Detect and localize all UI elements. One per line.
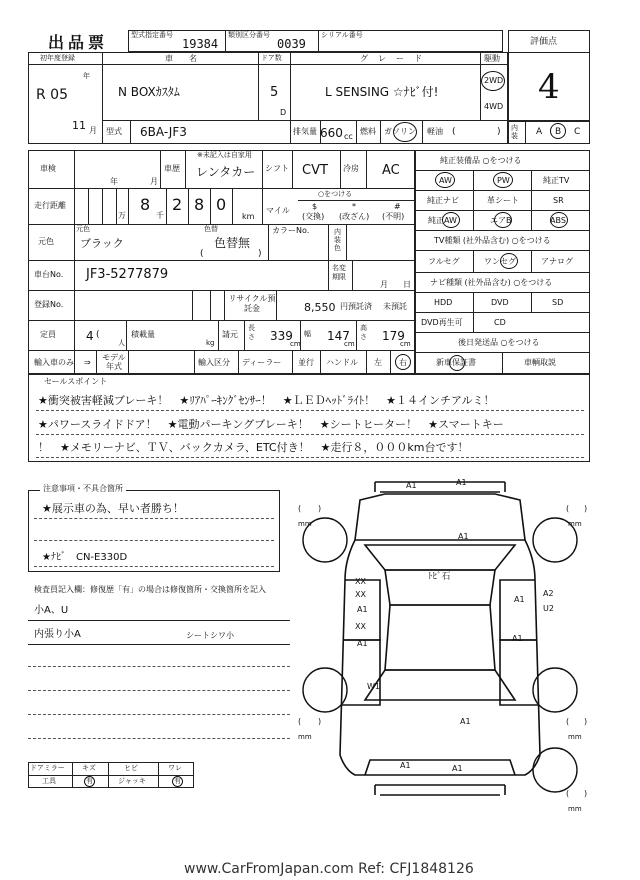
fuel-label: 燃料 — [360, 127, 376, 136]
shift-label: シフト — [265, 164, 289, 173]
name-change-month: 月 — [380, 280, 388, 289]
shift-value: CVT — [302, 163, 328, 178]
tread-fl-mm: mm — [298, 520, 312, 528]
first-reg-label: 初年度登録 — [40, 54, 75, 62]
mileage-man: 万 — [118, 211, 126, 220]
dmg-xx-2: XX — [355, 590, 366, 599]
navi-dvd: DVD — [491, 298, 509, 307]
orig-color-label: 元色 — [76, 225, 90, 233]
equip-sr: SR — [553, 196, 564, 205]
dmg-a2: A2 — [543, 589, 554, 598]
tread-sp-open: ( — [566, 789, 570, 798]
hood — [355, 494, 525, 540]
model-value: 6BA-JF3 — [140, 125, 187, 139]
sales-line-2: ★パワースライドドア！ ★電動パーキングブレーキ！ ★シートヒーター！ ★スマートキー — [38, 418, 504, 431]
fuel-gas-circle — [393, 122, 417, 142]
dmg-a1-rear-bumper-l: A1 — [400, 761, 411, 770]
hgt-label: 高さ — [360, 324, 367, 341]
equip-navi: 純正ナビ — [427, 196, 459, 205]
color-change-value: 色替無 — [214, 236, 251, 250]
model-no: 19384 — [182, 37, 219, 51]
car-name-label: 車名 — [165, 54, 213, 63]
recycle-none: 未預託 — [383, 302, 407, 311]
notes-label: 注意事項・不具合箇所 — [40, 485, 126, 493]
dmg-xx-1: XX — [355, 577, 366, 586]
equip-tv: 純正TV — [543, 176, 570, 185]
ac-value: AC — [382, 163, 400, 178]
dmg-a1-rear-gate: A1 — [460, 717, 471, 726]
wheel-spare — [533, 748, 577, 792]
mark-alter-b: (改ざん) — [339, 212, 370, 221]
tv-oneseg: ワンセグ — [484, 257, 516, 266]
dmg-a1-left-door: A1 — [357, 605, 368, 614]
hgt-value: 179 — [382, 329, 405, 343]
import-label: 輸入車のみ — [34, 358, 74, 367]
handle-label: ハンドル — [326, 358, 358, 367]
tread-sp-close: ) — [584, 789, 588, 798]
navi-sd: SD — [552, 298, 564, 307]
tread-fl-open: ( — [298, 504, 302, 513]
doors-value: 5 — [270, 85, 279, 100]
dmg-u2: U2 — [543, 604, 554, 613]
capacity-paren: ( — [96, 330, 100, 340]
dmg-roof-chip: ﾄﾋﾞ石 — [428, 572, 451, 582]
car-damage-diagram — [285, 470, 595, 815]
interior-c: C — [574, 127, 581, 137]
fuel-gas: ガソリン — [384, 127, 416, 136]
year-unit: 年 — [83, 72, 90, 80]
inspect-year: 年 — [110, 177, 118, 186]
class-no: 0039 — [277, 37, 306, 51]
inspector-line-2: 内張り小A — [34, 629, 81, 640]
class-no-label: 類別区分番号 — [228, 31, 270, 39]
dmg-w1: W1 — [367, 682, 380, 691]
mark-exchange-b: (交換) — [302, 212, 325, 221]
navi-cd: CD — [494, 318, 506, 327]
roof-rear — [385, 605, 495, 670]
dmg-a1-right-door: A1 — [514, 595, 525, 604]
disp-label: 排気量 — [293, 127, 317, 136]
navi-header: ナビ種類 (社外品含む) ○をつける — [430, 278, 553, 287]
legend-tools-circle — [84, 776, 95, 787]
grade-value: L SENSING ☆ﾅﾋﾞ付! — [325, 85, 439, 99]
capacity-label: 定員 — [40, 330, 56, 339]
tread-fr-mm: mm — [568, 520, 582, 528]
dmg-xx-3: XX — [355, 622, 366, 631]
recycle-value: 8,550 — [304, 301, 336, 314]
dmg-a1-front-bumper-r: A1 — [456, 478, 467, 487]
inspect-label: 車検 — [40, 164, 56, 173]
mark-alter-a: * — [352, 202, 356, 211]
equip-aw: AW — [439, 176, 452, 185]
first-reg-month: 11 — [72, 119, 86, 132]
right-front-door — [500, 580, 537, 640]
capacity-unit: 人 — [118, 339, 125, 347]
color-change-label: 色替 — [204, 225, 218, 233]
dmg-a1-front-bumper-l: A1 — [406, 481, 417, 490]
tread-fr-open: ( — [566, 504, 570, 513]
later-header: 後日発送品 ○をつける — [458, 338, 540, 347]
sales-line-3: ！ ★メモリーナビ、ＴＶ、バックカメラ、ETC付き！ ★走行８，０００km台です！ — [38, 441, 469, 454]
month-unit: 月 — [89, 126, 97, 135]
equip-abs-circle — [550, 212, 568, 228]
footer-watermark: www.CarFromJapan.com Ref: CFJ1848126 — [184, 861, 474, 877]
inspector-line-3: シートシワ小 — [186, 631, 234, 640]
windshield — [365, 545, 515, 570]
later-warranty: 新車保証書 — [436, 358, 476, 367]
fuel-paren-open: ( — [452, 127, 456, 137]
mileage-label: 走行距離 — [34, 201, 66, 210]
wheel-rear-left — [303, 668, 347, 712]
dmg-a1-left-rear: A1 — [357, 639, 368, 648]
mileage-d2: 2 — [172, 195, 183, 214]
dmg-a1-hood: A1 — [458, 532, 469, 541]
tread-fl-close: ) — [318, 504, 322, 513]
tv-analog: アナログ — [541, 257, 573, 266]
tread-sp-mm: mm — [568, 805, 582, 813]
capacity-value: 4 — [86, 329, 94, 343]
hgt-unit: cm — [400, 340, 411, 348]
dmg-a1-right-rear: A1 — [512, 634, 523, 643]
equip-abs: ABS — [550, 216, 566, 225]
color-code-label: カラーNo. — [272, 226, 310, 235]
legend-break: ワレ — [168, 764, 182, 772]
tread-rr-open: ( — [566, 717, 570, 726]
later-warranty-circle — [449, 355, 465, 371]
len-unit: cm — [290, 340, 301, 348]
drive-4wd: 4WD — [484, 102, 504, 111]
model-no-label: 型式指定番号 — [131, 31, 173, 39]
tv-header: TV種類 (社外品含む) ○をつける — [434, 236, 551, 245]
tread-fr-close: ) — [584, 504, 588, 513]
later-manual: 車輌取説 — [524, 358, 556, 367]
inspector-label: 検査員記入欄：修復歴「有」の場合は修復箇所・交換箇所を記入 — [34, 585, 266, 594]
equip-airbag: エアB — [490, 216, 512, 225]
inspect-month: 月 — [150, 177, 158, 186]
parallel: 並行 — [298, 358, 314, 367]
equip-pw-circle — [493, 172, 513, 188]
disp-value: 660 — [320, 126, 343, 140]
rear-window — [365, 670, 515, 700]
car-name: N BOXｶｽﾀﾑ — [118, 85, 180, 99]
handle-left: 左 — [374, 358, 382, 367]
tv-oneseg-circle — [500, 253, 518, 269]
legend-crack: ヒビ — [124, 764, 138, 772]
history-note: ※未記入は自家用 — [197, 151, 252, 159]
wid-value: 147 — [327, 329, 350, 343]
mileage-sen: 千 — [156, 211, 164, 220]
color-paren-close: ) — [258, 249, 262, 259]
color-paren-open: ( — [200, 249, 204, 259]
rear-bumper — [375, 785, 505, 795]
score-value: 4 — [538, 67, 560, 107]
disp-unit: cc — [344, 132, 353, 141]
equip-leather: 革シート — [487, 196, 519, 205]
interior-a: A — [536, 127, 543, 137]
legend-scratch: キズ — [82, 764, 96, 772]
doors-sub: D — [280, 108, 287, 117]
legend-tools: 工具 — [42, 777, 56, 785]
mark-note: ○をつける — [318, 190, 353, 198]
interior-b: B — [555, 127, 562, 137]
recycle-label: リサイクル預託金 — [228, 294, 276, 313]
mileage-km: km — [242, 212, 255, 221]
legend-jack-yes: 有 — [174, 777, 181, 785]
history-value: レンタカー — [196, 165, 256, 179]
history-label: 車歴 — [164, 164, 180, 173]
chassis-label: 車台No. — [34, 270, 64, 279]
navi-dvd-play: DVD再生可 — [421, 318, 463, 327]
equip-header: 純正装備品 ○をつける — [440, 156, 522, 165]
notes-line-1: ★展示車の為、早い者勝ち！ — [42, 502, 184, 515]
tread-rl-close: ) — [318, 717, 322, 726]
fuel-light: 軽油 — [427, 127, 443, 136]
tread-rr-mm: mm — [568, 733, 582, 741]
grade-label: グレード — [360, 54, 432, 63]
mark-unknown-b: (不明) — [382, 212, 405, 221]
interior-color-label: 内装色 — [334, 228, 341, 252]
front-bumper — [375, 482, 505, 492]
len-label: 長さ — [248, 324, 255, 341]
left-rear-door — [342, 640, 380, 705]
name-change-day: 日 — [403, 280, 411, 289]
load-label: 積載量 — [131, 330, 155, 339]
navi-hdd: HDD — [434, 298, 453, 307]
mark-exchange-a: $ — [312, 202, 318, 211]
dealer: ディーラー — [242, 358, 282, 367]
mileage-d3: 8 — [194, 195, 205, 214]
name-change-label: 名変期限 — [332, 264, 346, 281]
model-label: 型式 — [106, 127, 122, 136]
import-arrow: ⇒ — [84, 358, 91, 367]
equip-pure-aw: 純正AW — [428, 216, 457, 225]
inspector-line-1: 小A、U — [34, 605, 69, 616]
load-unit: kg — [206, 339, 215, 347]
len-value: 339 — [270, 329, 293, 343]
recycle-unit: 円預託済 — [340, 302, 372, 311]
mileage-d1: 8 — [140, 195, 151, 214]
wid-unit: cm — [344, 340, 355, 348]
doors-label: ドア数 — [261, 54, 282, 62]
dmg-a1-rear-bumper-r: A1 — [452, 764, 463, 773]
wheel-rear-right — [533, 668, 577, 712]
wid-label: 幅 — [304, 330, 311, 338]
model-year-label: モデル年式 — [102, 353, 126, 371]
legend-jack: ジャッキ — [118, 777, 146, 785]
equip-pw: PW — [497, 176, 510, 185]
legend-tools-yes: 有 — [86, 777, 93, 785]
legend-door-mirror: ドアミラー — [30, 764, 65, 772]
drive-2wd-circle — [481, 71, 505, 91]
mile-label: マイル — [266, 206, 290, 215]
reg-label: 登録No. — [34, 300, 64, 309]
chassis-value: JF3-5277879 — [86, 267, 169, 282]
score-label: 評価点 — [530, 37, 558, 47]
first-reg-era: R 05 — [36, 87, 68, 103]
ac-label: 冷房 — [343, 164, 359, 173]
tread-rl-open: ( — [298, 717, 302, 726]
legend-jack-circle — [172, 776, 183, 787]
sales-label: セールスポイント — [44, 377, 108, 386]
rear-gate — [365, 760, 515, 775]
import-type-label: 輸入区分 — [198, 358, 230, 367]
handle-right: 右 — [399, 358, 407, 367]
drive-2wd: 2WD — [484, 76, 504, 85]
tread-rl-mm: mm — [298, 733, 312, 741]
equip-aw-circle — [435, 172, 455, 188]
drive-label: 駆動 — [484, 54, 500, 63]
interior-label: 内装 — [511, 124, 518, 140]
interior-b-circle — [550, 123, 566, 139]
exterior-color-label: 元色 — [38, 237, 54, 246]
req-label: 請元 — [222, 330, 238, 339]
equip-airbag-circle — [494, 212, 512, 228]
sales-line-1: ★衝突被害軽減ブレーキ！ ★ﾘｱﾊﾟｰｷﾝｸﾞｾﾝｻｰ！ ★ＬＥＤﾍｯﾄﾞﾗｲﾄ！ ★１４インチアルミ！ — [38, 394, 495, 407]
equip-pure-aw-circle — [442, 212, 460, 228]
mileage-d4: 0 — [216, 195, 227, 214]
mark-unknown-a: # — [394, 202, 401, 211]
notes-line-2: ★ﾅﾋﾞ CN-E330D — [42, 552, 128, 563]
serial-label: シリアル番号 — [321, 31, 363, 39]
tread-rr-close: ) — [584, 717, 588, 726]
handle-right-circle — [395, 354, 411, 370]
sheet-title: 出品票 — [48, 33, 109, 52]
tv-fullseg: フルセグ — [428, 257, 460, 266]
fuel-paren-close: ) — [497, 127, 501, 137]
right-rear-door — [500, 640, 538, 705]
color-value: ブラック — [80, 237, 124, 250]
